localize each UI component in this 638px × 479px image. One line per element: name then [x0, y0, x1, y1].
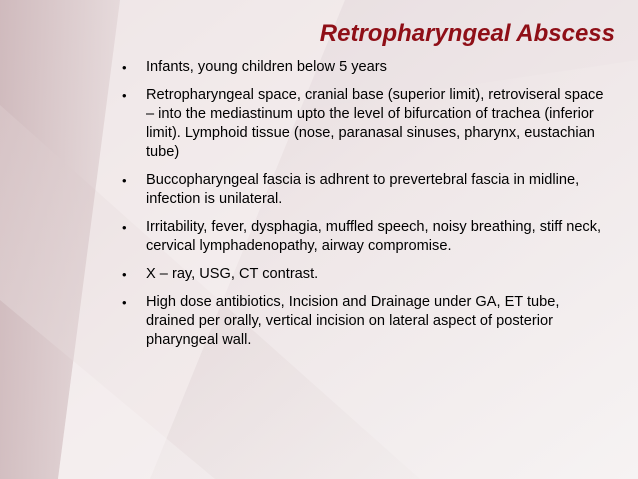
bullet-list [0, 58, 638, 359]
bullet-text: Buccopharyngeal fascia is adhrent to prevertebral fascia in midline, infection is unilateral. [146, 172, 580, 207]
slide-title: Retropharyngeal Abscess [319, 20, 615, 47]
bullet-text: Infants, young children below 5 years [146, 59, 387, 75]
bullet-item-symptoms [0, 218, 608, 256]
bullet-dot-icon: • [122, 220, 127, 235]
bullet-item-fascia [0, 171, 608, 209]
bullet-item-anatomy [0, 86, 608, 162]
bullet-text: X – ray, USG, CT contrast. [146, 266, 319, 282]
bullet-item-imaging [0, 265, 608, 284]
bullet-dot-icon: • [122, 267, 127, 282]
bullet-text: Retropharyngeal space, cranial base (superior limit), retroviseral space – into the mediastinum upto the level of bifurcation of trachea (inferior limit). Lymphoid tissue (nose, paranasal sinuses, pharynx, eustachian tube) [146, 87, 604, 160]
bullet-dot-icon: • [122, 295, 127, 310]
bullet-text: Irritability, fever, dysphagia, muffled speech, noisy breathing, stiff neck, cervical lymphadenopathy, airway compromise. [146, 219, 602, 254]
bullet-item-treatment [0, 293, 608, 350]
bullet-item-age [0, 58, 608, 77]
bullet-dot-icon: • [122, 88, 127, 103]
bullet-dot-icon: • [122, 173, 127, 188]
bullet-text: High dose antibiotics, Incision and Drainage under GA, ET tube, drained per orally, vertical incision on lateral aspect of posterior pharyngeal wall. [146, 294, 560, 348]
bullet-dot-icon: • [122, 60, 127, 75]
